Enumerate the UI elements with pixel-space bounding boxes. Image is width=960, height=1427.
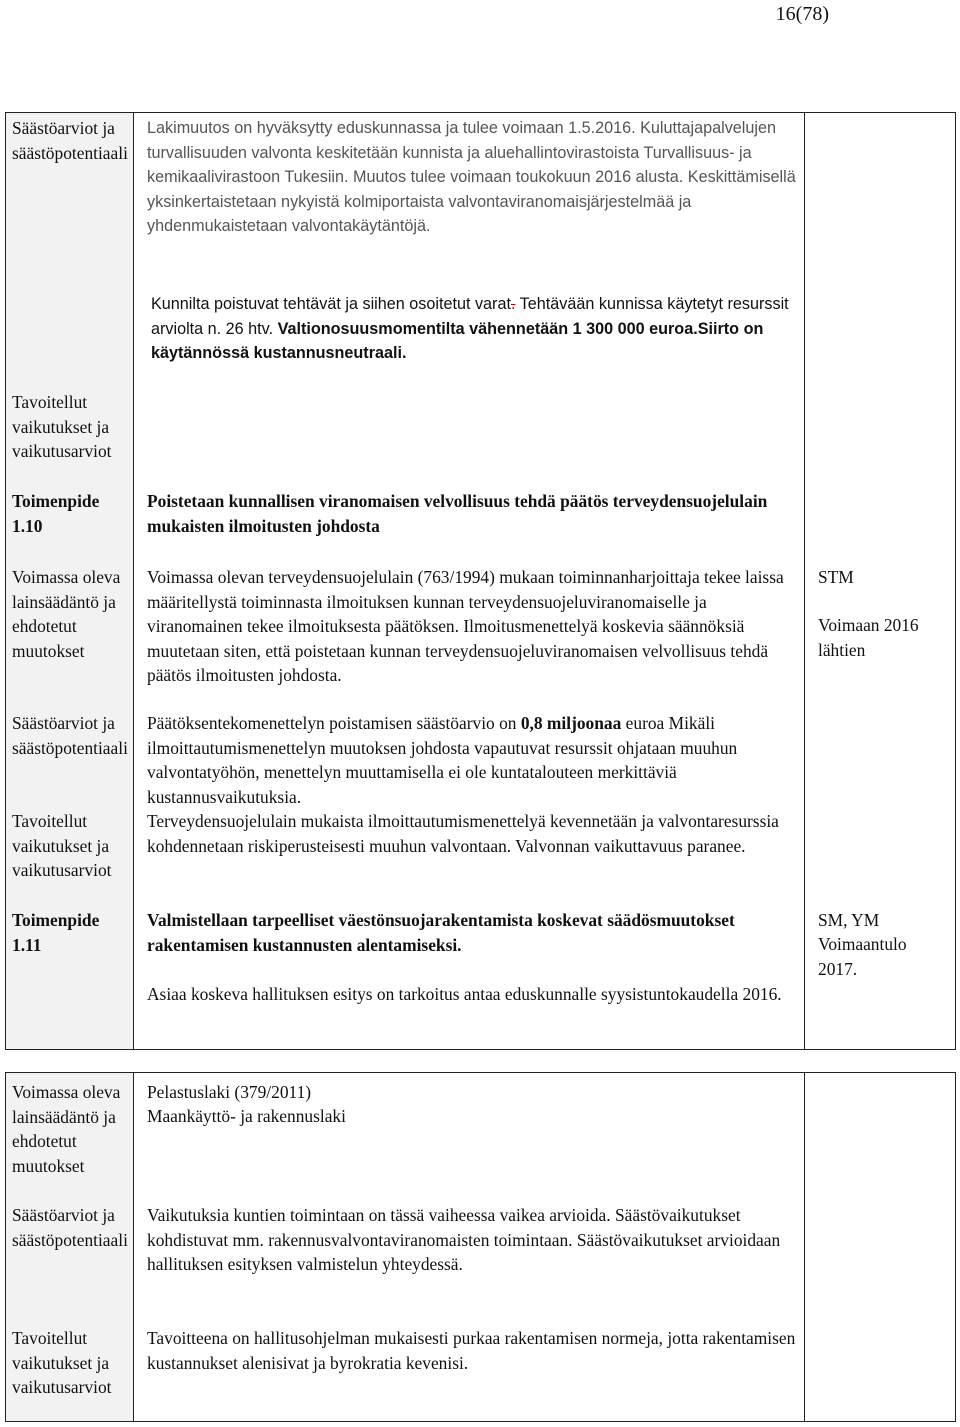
table1-col-divider-1 <box>133 112 134 1050</box>
consumer-safety-text: Lakimuutos on hyväksytty eduskunnassa ja tulee voimaan 1.5.2016. Kuluttajapalvelujen turvallisuuden valvonta keskitetään kunnista ja aluehallintovirastoista Turvallisuus- ja kemikaalivirastoon Tukesiin. Muutos tulee voimaan toukokuun 2016 alusta. Keskittämisellä yksinkertaistetaan nykyistä kolmiportaista valvontaviranomaisjärjestelmää ja yhdenmukaistetaan valvontakäytäntöjä. <box>147 119 796 236</box>
measure-1-10-title: Poistetaan kunnallisen viranomaisen velvollisuus tehdä päätös terveydensuojelulain mukaisten ilmoitusten johdosta <box>147 491 768 536</box>
table2-right-border <box>955 1072 956 1422</box>
law-text-1-10: Voimassa olevan terveydensuojelulain (763/1994) mukaan toiminnanharjoittaja tekee laissa määritellystä toiminnasta ilmoituksen kunnan terveydensuojeluviranomaiselle ja viranomainen tekee ilmoituksesta päätöksen. Ilmoitusmenettelyä koskevia säännöksiä muutetaan siten, että poistetaan kunnan terveydensuojeluviranomaisen velvollisuus tehdä päätös ilmoitusten johdosta. <box>147 567 784 686</box>
table2-bottom-border <box>5 1421 955 1422</box>
table1-top-border <box>5 112 955 113</box>
table1-bottom-border <box>5 1049 955 1050</box>
table2-col-divider-1 <box>133 1072 134 1422</box>
transfer-text-bold: Valtionosuusmomentilta vähennetään 1 300 000 euroa.Siirto on käytännössä kustannusneutraali. <box>151 319 764 363</box>
targets-label-1-11: Tavoitellut vaikutukset ja vaikutusarviot <box>12 1328 112 1398</box>
law-label-1-11: Voimassa oleva lainsäädäntö ja ehdotetut muutokset <box>12 1082 121 1176</box>
savings-pre: Päätöksentekomenettelyn poistamisen säästöarvio on <box>147 713 521 733</box>
page-number: 16(78) <box>775 3 829 25</box>
note-1-11: Asiaa koskeva hallituksen esitys on tarkoitus antaa eduskunnalle syysistuntokaudella 2016. <box>147 984 782 1004</box>
measure-1-10-label: Toimenpide 1.10 <box>12 491 100 536</box>
timing-1-11: Voimaantulo 2017. <box>818 934 907 979</box>
law-label-1-10: Voimassa oleva lainsäädäntö ja ehdotetut muutokset <box>12 567 121 661</box>
savings-post: euroa Mikäli ilmoittautumismenettelyn muutoksen johdosta vapautuvat resurssit ohjataan muuhun valvontatyöhön, menettelyn muuttamisella ei ole kuntatalouteen merkittäviä kustannusvaikutuksia. <box>147 713 738 807</box>
table1-right-border <box>955 112 956 1050</box>
table2-left-border <box>5 1072 6 1422</box>
responsible-1-10: STM <box>818 567 854 587</box>
measure-1-11-label: Toimenpide 1.11 <box>12 910 100 955</box>
targets-label-1-10: Tavoitellut vaikutukset ja vaikutusarviot <box>12 811 112 881</box>
timing-1-10: Voimaan 2016 lähtien <box>818 615 919 660</box>
table2-col-divider-2 <box>804 1072 805 1422</box>
savings-text-1-10 <box>147 711 802 809</box>
targets-text-1-10: Terveydensuojelulain mukaista ilmoittautumismenettelyä kevennetään ja valvontaresurssia kohdennetaan riskiperusteisesti muuhun valvontaan. Valvonnan vaikuttavuus paranee. <box>147 811 779 856</box>
savings-label-1-10: Säästöarviot ja säästöpotentiaali <box>12 713 128 758</box>
measure-1-11-title: Valmistellaan tarpeelliset väestönsuojarakentamista koskevat säädösmuutokset rakentamisen kustannusten alentamiseksi. <box>147 910 735 955</box>
responsible-1-11: SM, YM <box>818 910 880 930</box>
transfer-paragraph <box>151 292 801 366</box>
law-line-2: Maankäyttö- ja rakennuslaki <box>147 1106 346 1126</box>
table2-top-border <box>5 1072 955 1073</box>
table1-col-divider-2 <box>804 112 805 1050</box>
transfer-text-2: Tehtävään kunnissa käytetyt resurssit arviolta n. 26 htv. <box>151 295 789 338</box>
savings-label-1-11: Säästöarviot ja säästöpotentiaali <box>12 1205 128 1250</box>
table1-left-border <box>5 112 6 1050</box>
deleted-period: . <box>510 295 516 313</box>
savings-label-1: Säästöarviot ja säästöpotentiaali <box>12 118 128 163</box>
savings-amount: 0,8 miljoonaa <box>520 713 622 733</box>
law-line-1: Pelastuslaki (379/2011) <box>147 1082 312 1102</box>
targets-text-1-11: Tavoitteena on hallitusohjelman mukaisesti purkaa rakentamisen normeja, jotta rakentamisen kustannukset alenisivat ja byrokratia kevenisi. <box>147 1328 796 1373</box>
savings-text-1-11: Vaikutuksia kuntien toimintaan on tässä vaiheessa vaikea arvioida. Säästövaikutukset kohdistuvat mm. rakennusvalvontaviranomaisten toimintaan. Säästövaikutukset arvioidaan hallituksen esityksen valmistelun yhteydessä. <box>147 1205 781 1275</box>
transfer-text-1: Kunnilta poistuvat tehtävät ja siihen osoitetut varat <box>151 295 511 313</box>
targets-label-1: Tavoitellut vaikutukset ja vaikutusarviot <box>12 392 112 462</box>
